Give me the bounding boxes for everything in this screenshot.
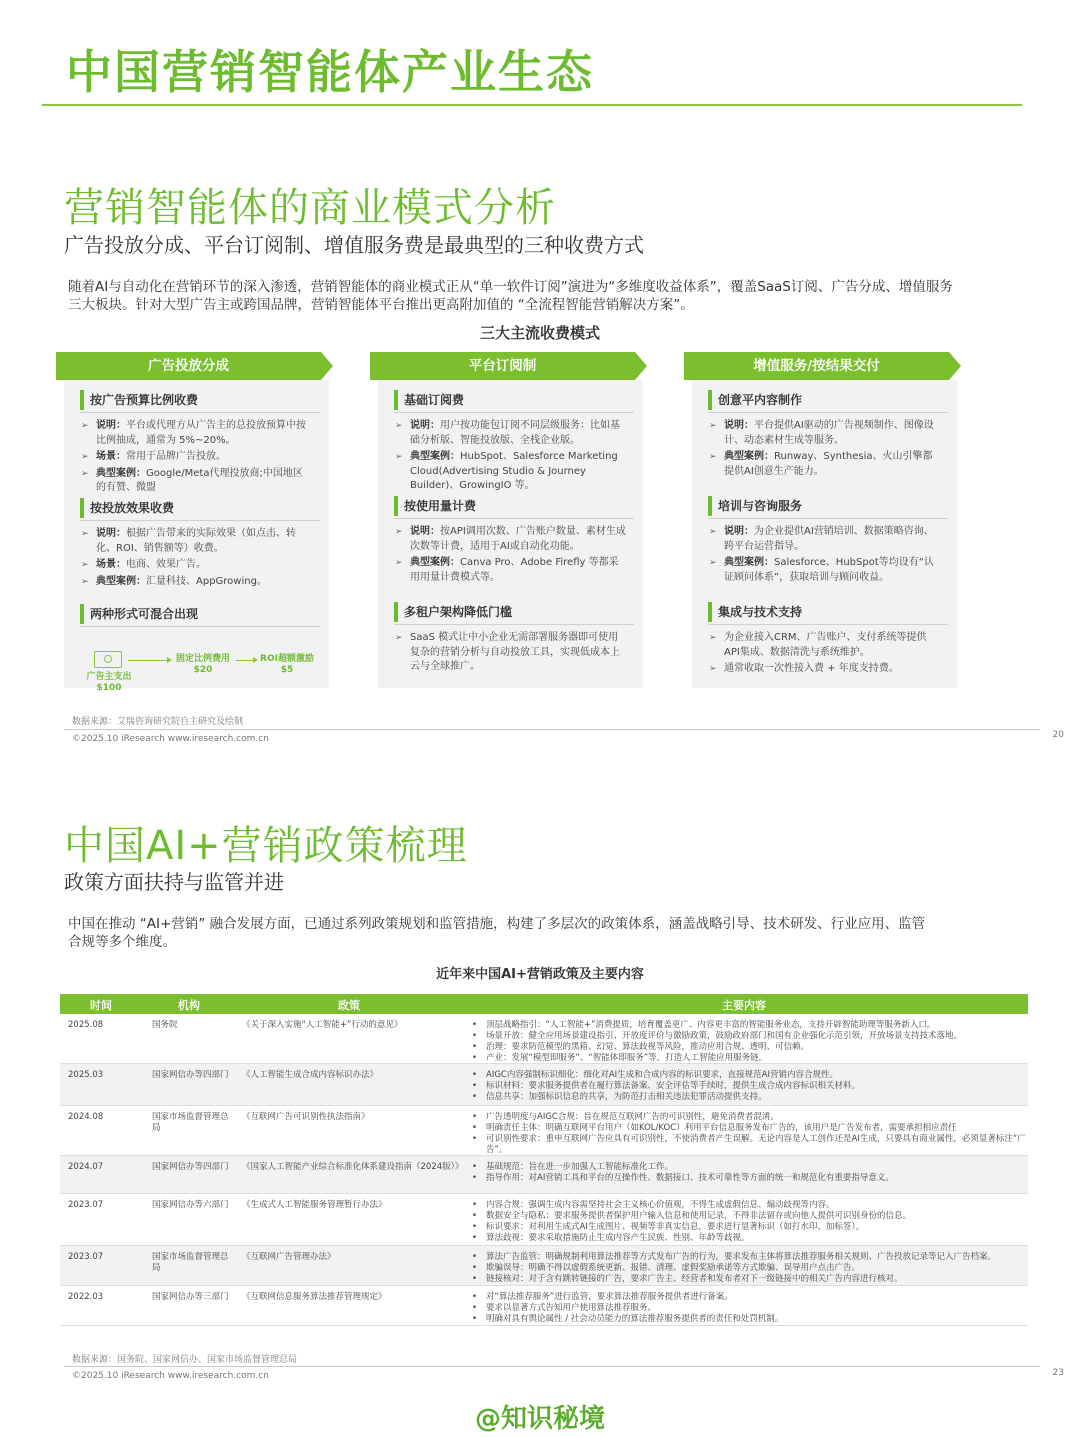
- content-bullet: • 内容合规：强调生成内容需坚持社会主义核心价值观，不得生成虚假信息、煽动歧视等内容。: [470, 1200, 1030, 1211]
- column-body: [692, 380, 957, 688]
- intro-line: 合规等多个维度。: [68, 934, 176, 950]
- content-bullet: • 算法广告监管：明确规制利用算法推荐等方式发布广告的行为，要求发布主体将算法推荐服务相关规则、广告投放记录等记入广告档案。: [470, 1252, 1030, 1263]
- data-source-note: 数据来源：国务院、国家网信办、国家市场监督管理总局: [72, 1355, 298, 1365]
- title-divider: [42, 104, 1022, 106]
- bullet: ➢ 说明：用户按功能包订阅不同层级服务：比如基础分析版、智能投放版、全栈企业版。: [394, 419, 626, 448]
- card-divider: [80, 626, 320, 627]
- content-bullet: • 治理：要求防范模型的黑箱、幻觉、算法歧视等风险，推动应用合规、透明、可信赖。: [470, 1042, 1030, 1053]
- card-divider: [80, 412, 320, 413]
- card-divider: [708, 412, 948, 413]
- cell-policy: 《生成式人工智能服务管理暂行办法》: [242, 1200, 387, 1210]
- cell-content: [470, 1292, 1030, 1325]
- cell-policy: 《互联网信息服务算法推荐管理规定》: [242, 1292, 387, 1302]
- content-bullet: • 信息共享：加强标识信息的共享，为防范打击相关违法犯罪活动提供支持。: [470, 1092, 1030, 1103]
- table-row: [60, 1286, 1028, 1326]
- cell-date: 2022.03: [68, 1292, 104, 1302]
- content-bullet: • 指导作用：对AI营销工具和平台的互操作性、数据接口、技术可靠性等方面的统一和规范化有重要指导意义。: [470, 1173, 1030, 1184]
- cell-content: [470, 1200, 1030, 1244]
- content-bullet: • 链接核对：对于含有跳转链接的广告，要求广告主、经营者和发布者对下一级链接中的相关广告内容进行核对。: [470, 1274, 1030, 1285]
- content-bullet: • 欺骗误导：明确不得以虚假系统更新、报错、清理、虚假奖励承诺等方式欺骗、误导用户点击广告。: [470, 1263, 1030, 1274]
- content-bullet: • 标识要求：对利用生成式AI生成图片、视频等非真实信息，要求进行显著标识（如打水印、加标签）。: [470, 1222, 1030, 1233]
- policy-table: [60, 994, 1028, 1326]
- intro-line: 三大板块。针对大型广告主或跨国品牌，营销智能体平台推出更高附加值的 “全流程智能营销解决方案”。: [68, 297, 694, 313]
- flow-node-advertiser-spend: 广告主支出 $100: [86, 672, 132, 693]
- section-subtitle-business-model: 广告投放分成、平台订阅制、增值服务费是最典型的三种收费方式: [64, 233, 644, 257]
- card-training-consulting: [708, 496, 940, 585]
- cell-date: 2025.03: [68, 1070, 104, 1080]
- bullet: ➢ 典型案例：Salesforce、HubSpot等均设有“认证顾问体系”，获取培训与顾问收益。: [708, 556, 940, 585]
- flow-node-fixed-fee: 固定比例费用 $20: [175, 654, 230, 675]
- cell-content: [470, 1020, 1030, 1064]
- card-title: 培训与咨询服务: [708, 496, 940, 516]
- money-icon: [94, 651, 122, 668]
- table-row: [60, 1246, 1028, 1286]
- table-row: [60, 1106, 1028, 1156]
- card-title: 按投放效果收费: [80, 498, 312, 518]
- table-title: 近年来中国AI+营销政策及主要内容: [436, 967, 644, 982]
- card-divider: [394, 412, 634, 413]
- cell-date: 2023.07: [68, 1200, 104, 1210]
- content-bullet: • AIGC内容强制标识细化：细化对AI生成和合成内容的标识要求，直接规范AI营销内容合规性。: [470, 1070, 1030, 1081]
- column-header-org: 机构: [178, 999, 200, 1012]
- card-hybrid: [80, 604, 312, 627]
- cell-org: 国家网信办等三部门: [152, 1292, 229, 1302]
- column-header: 增值服务/按结果交付: [684, 352, 949, 380]
- page-number: 20: [1052, 730, 1064, 740]
- cell-policy: 《关于深入实施“人工智能+”行动的意见》: [242, 1020, 403, 1030]
- cell-date: 2024.08: [68, 1112, 104, 1122]
- column-header-date: 时间: [90, 999, 112, 1012]
- content-bullet: • 要求以显著方式告知用户使用算法推荐服务。: [470, 1303, 1030, 1314]
- bullet: ➢ 典型案例：汇量科技、AppGrowing。: [80, 575, 312, 590]
- cell-org: 国家网信办等六部门: [152, 1200, 229, 1210]
- bullet: ➢ 典型案例：Runway、Synthesia、火山引擎都提供AI创意生产能力。: [708, 450, 940, 479]
- cell-org: 国家网信办等四部门: [152, 1162, 229, 1172]
- fee-model-column-ad-share: [56, 352, 321, 693]
- card-base-subscription: [394, 390, 626, 494]
- cell-policy: 《互联网广告管理办法》: [242, 1252, 336, 1262]
- card-title: 集成与技术支持: [708, 602, 940, 622]
- content-bullet: • 标识材料：要求服务提供者在履行算法备案、安全评估等手续时，提供生成合成内容标识相关材料。: [470, 1081, 1030, 1092]
- cell-content: [470, 1070, 1030, 1103]
- content-bullet: • 对“算法推荐服务”进行监管，要求算法推荐服务提供者进行备案。: [470, 1292, 1030, 1303]
- bullet: ➢ 场景：电商、效果广告。: [80, 558, 312, 573]
- fee-model-column-value-added: [684, 352, 949, 674]
- card-effect-based: [80, 498, 312, 589]
- table-row: [60, 1194, 1028, 1246]
- table-header: [60, 994, 1028, 1014]
- content-bullet: • 产业：发展“模型即服务”、“智能体即服务”等，打造人工智能应用服务链。: [470, 1053, 1030, 1064]
- cell-org: 国务院: [152, 1020, 178, 1030]
- bullet: ➢ 场景：常用于品牌广告投放。: [80, 450, 312, 465]
- column-body: [64, 380, 329, 693]
- content-bullet: • 明确对具有舆论属性 / 社会动员能力的算法推荐服务提供者的责任和处罚机制。: [470, 1314, 1030, 1325]
- bullet: ➢ 说明：根据广告带来的实际效果（如点击、转化、ROI、销售额等）收费。: [80, 527, 312, 556]
- card-title: 按广告预算比例收费: [80, 390, 312, 410]
- bullet: ➢ 说明：平台提供AI驱动的广告视频制作、图像设计、动态素材生成等服务。: [708, 419, 940, 448]
- table-row: [60, 1014, 1028, 1064]
- card-divider: [80, 520, 320, 521]
- content-bullet: • 可识别性要求：重申互联网广告应具有可识别性，不使消费者产生误解。无论内容是人工创作还是AI生成，只要具有商业属性，必须显著标注“广告”。: [470, 1134, 1030, 1156]
- cell-policy: 《互联网广告可识别性执法指南》: [242, 1112, 370, 1122]
- cell-org: 国家市场监督管理总局: [152, 1252, 229, 1273]
- watermark-text: @知识秘境: [474, 1404, 605, 1434]
- table-row: [60, 1156, 1028, 1194]
- card-title: 按使用量计费: [394, 496, 626, 516]
- intro-line: 随着AI与自动化在营销环节的深入渗透，营销智能体的商业模式正从“单一软件订阅”演进为“多维度收益体系”，覆盖SaaS订阅、广告分成、增值服务: [68, 279, 953, 295]
- card-creative-production: [708, 390, 940, 479]
- fee-flow-diagram: [80, 648, 320, 708]
- cell-content: [470, 1252, 1030, 1285]
- flow-arrow: [236, 660, 254, 661]
- cell-date: 2025.08: [68, 1020, 104, 1030]
- bullet: ➢ 典型案例：Google/Meta代理投放商;中国地区的有赞、微盟: [80, 467, 312, 496]
- footer-copyright: ©2025.10 iResearch www.iresearch.com.cn: [72, 734, 269, 744]
- diagram-title: 三大主流收费模式: [479, 324, 600, 342]
- bullet: ➢ 说明：为企业提供AI营销培训、数据策略咨询、跨平台运营指导。: [708, 525, 940, 554]
- column-header: 广告投放分成: [56, 352, 321, 380]
- card-title: 基础订阅费: [394, 390, 626, 410]
- card-title: 创意平内容制作: [708, 390, 940, 410]
- cell-org: 国家市场监督管理总局: [152, 1112, 229, 1133]
- content-bullet: • 顶层战略指引：“人工智能+”消费提质，培育覆盖更广、内容更丰富的智能服务业态，支持开辟智能助理等服务新入口。: [470, 1020, 1030, 1031]
- card-divider: [394, 518, 634, 519]
- column-body: [378, 380, 643, 688]
- bullet: ➢ 说明：平台或代理方从广告主的总投放预算中按比例抽成，通常为 5%~20%。: [80, 419, 312, 448]
- flow-arrow: [128, 660, 168, 661]
- footer-divider: [64, 1366, 1040, 1367]
- page-number: 23: [1052, 1368, 1064, 1378]
- bullet: ➢ 典型案例：HubSpot、Salesforce Marketing Cloud(Advertising Studio & Journey Builder)、GrowingIO 等。: [394, 450, 626, 494]
- card-multi-tenant: [394, 602, 626, 675]
- cell-date: 2024.07: [68, 1162, 104, 1172]
- content-bullet: • 场景开放：健全应用场景建设指引、开放度评价与激励政策，鼓励政府部门和国有企业强化示范引领，开放场景支持技术落地。: [470, 1031, 1030, 1042]
- intro-line: 中国在推动 “AI+营销” 融合发展方面，已通过系列政策规划和监管措施，构建了多层次的政策体系，涵盖战略引导、技术研发、行业应用、监管: [68, 916, 926, 932]
- intro-paragraph-1: [68, 278, 998, 314]
- card-divider: [394, 624, 634, 625]
- cell-content: [470, 1162, 1030, 1184]
- section-title-business-model: 营销智能体的商业模式分析: [64, 185, 556, 231]
- content-bullet: • 算法歧视：要求采取措施防止生成内容产生民族、性别、年龄等歧视。: [470, 1233, 1030, 1244]
- fee-model-column-subscription: [370, 352, 635, 672]
- section-title-policy: 中国AI+营销政策梳理: [64, 823, 468, 869]
- data-source-note: 数据来源：艾瑞咨询研究院自主研究及绘制: [72, 717, 244, 727]
- table-row: [60, 1064, 1028, 1106]
- section-subtitle-policy: 政策方面扶持与监管并进: [64, 870, 284, 894]
- column-header-content: 主要内容: [722, 999, 766, 1012]
- intro-paragraph-2: [68, 915, 998, 951]
- card-divider: [708, 518, 948, 519]
- card-divider: [708, 624, 948, 625]
- cell-org: 国家网信办等四部门: [152, 1070, 229, 1080]
- flow-node-roi-bonus: ROI超额激励 $5: [260, 654, 314, 675]
- footer-copyright: ©2025.10 iResearch www.iresearch.com.cn: [72, 1371, 269, 1381]
- card-title: 两种形式可混合出现: [80, 604, 312, 624]
- cell-policy: 《国家人工智能产业综合标准化体系建设指南（2024版）》: [242, 1162, 464, 1172]
- bullet: ➢ 为企业接入CRM、广告账户、支付系统等提供API集成、数据清洗与系统维护。: [708, 631, 940, 660]
- card-integration-support: [708, 602, 940, 677]
- cell-date: 2023.07: [68, 1252, 104, 1262]
- bullet: ➢ 通常收取一次性接入费 + 年度支持费。: [708, 662, 940, 677]
- cell-policy: 《人工智能生成合成内容标识办法》: [242, 1070, 379, 1080]
- column-header: 平台订阅制: [370, 352, 635, 380]
- card-title: 多租户架构降低门槛: [394, 602, 626, 622]
- bullet: ➢ 典型案例：Canva Pro、Adobe Firefly 等都采用用量计费模式等。: [394, 556, 626, 585]
- bullet: ➢ 说明：按API调用次数、广告账户数量、素材生成次数等计费，适用于AI或自动化功能。: [394, 525, 626, 554]
- content-bullet: • 基础规范：旨在进一步加强人工智能标准化工作。: [470, 1162, 1030, 1173]
- cell-content: [470, 1112, 1030, 1156]
- footer-divider: [64, 729, 1040, 730]
- card-usage-based: [394, 496, 626, 585]
- bullet: ➢ SaaS 模式让中小企业无需部署服务器即可使用复杂的营销分析与自动投放工具，实现低成本上云与全球推广。: [394, 631, 626, 675]
- content-bullet: • 数据安全与隐私：要求服务提供者保护用户输入信息和使用记录，不得非法留存或向他人提供可识别身份的信息。: [470, 1211, 1030, 1222]
- card-budget-ratio: [80, 390, 312, 496]
- document-main-title: 中国营销智能体产业生态: [66, 45, 594, 99]
- content-bullet: • 广告透明度与AIGC合规：旨在规范互联网广告的可识别性，避免消费者混淆。: [470, 1112, 1030, 1123]
- content-bullet: • 明确责任主体：明确互联网平台用户（如KOL/KOC）利用平台信息服务发布广告的，该用户是广告发布者，需要承担相应责任: [470, 1123, 1030, 1134]
- column-header-policy: 政策: [338, 999, 360, 1012]
